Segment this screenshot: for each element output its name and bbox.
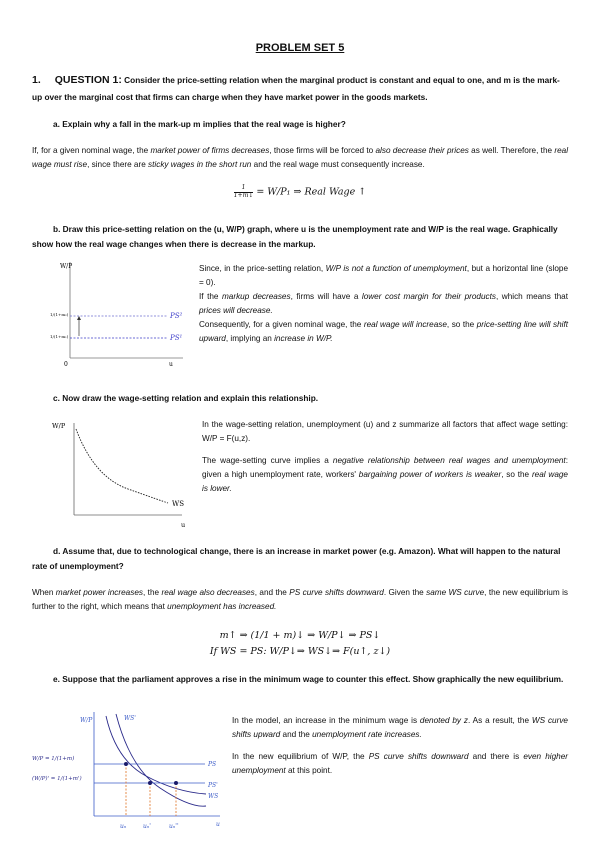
x-axis-label: u (216, 821, 220, 828)
answer-a (32, 144, 568, 172)
question-e: e. Suppose that the parliament approves a rise in the minimum wage to counter this effect. Show graphically the new equilibrium. (53, 674, 564, 684)
answer-b-text: If the (199, 291, 222, 301)
x-axis-label: u (169, 361, 173, 368)
answer-c-text: : given a high unemployment rate, workers' (202, 455, 568, 479)
answer-a-text: , since there are (87, 159, 149, 169)
answer-e-italic: even higher unemployment (232, 751, 568, 775)
answer-b-text: , but a horizontal line (slope = 0). (199, 264, 568, 287)
answer-c-text: , so the (501, 469, 532, 479)
answer-d-text: When (32, 588, 56, 597)
formula-d-2: If WS = PS: W/P↓⇒ WS↓⇒ F(u↑, z↓) (209, 646, 391, 657)
answer-b-italic: markup decreases (221, 291, 291, 301)
answer-c-italic: bargaining power of workers is weaker (358, 469, 502, 479)
ps2-label: PS² (170, 312, 183, 320)
answer-c-italic: real wage is lower. (202, 469, 568, 493)
formula-d-1: m↑ ⇒ (1/1 + m)↓ ⇒ W/P↓ ⇒ PS↓ (219, 630, 381, 641)
x-axis-label: u (181, 521, 186, 529)
answer-e-text: and there is (468, 751, 524, 761)
answer-a-italic: sticky wages in the short run (148, 159, 252, 169)
formula-denominator: 1+m↓ (233, 191, 254, 199)
answer-b-text: , so the (446, 319, 477, 329)
answer-b-italic: lower cost margin for their products (361, 291, 496, 301)
question-c: c. Now draw the wage-setting relation and explain this relationship. (53, 393, 319, 403)
y-axis-label: W/P (52, 422, 66, 430)
ps1-label: PS¹ (170, 334, 183, 342)
question-1 (32, 72, 568, 104)
answer-d-italic: PS curve shifts downward (289, 588, 384, 597)
tick-label-high: 1/(1+m₂) (50, 312, 69, 317)
answer-a-italic: real wage must rise (32, 146, 569, 169)
answer-a-text: as well. Therefore, the (468, 146, 555, 155)
equilibrium-point (174, 781, 178, 785)
answer-d-text: . Given the (383, 588, 427, 597)
answer-d (32, 586, 568, 614)
un-label: uₙ (120, 823, 127, 830)
answer-a-italic: market power of firms decreases (150, 146, 270, 155)
question-b: b. Draw this price-setting relation on the (u, W/P) graph, where u is the unemployment rate and W/P is the real wage. Graphically show how the real wage changes when there is decrease in the markup. (32, 224, 558, 249)
answer-c (202, 418, 568, 496)
answer-b-italic: real wage will increase (363, 319, 447, 329)
eq1-label: W/P = 1/(1+m) (32, 756, 75, 762)
answer-e-text: In the model, an increase in the minimum wage is (232, 716, 420, 725)
answer-b-text: , implying an (225, 333, 275, 343)
ws-label: WS (208, 793, 219, 800)
eq2-label: (W/P)' = 1/(1+m') (32, 776, 82, 782)
question-heading: QUESTION 1: (54, 74, 122, 86)
ws-curve (106, 716, 206, 794)
ws-prime-label: WS' (124, 715, 136, 722)
y-axis-label: W/P (80, 717, 93, 724)
answer-b-text: Since, in the price-setting relation, (199, 264, 326, 273)
page-title: PROBLEM SET 5 (255, 42, 345, 54)
price-setting-graph (48, 258, 188, 370)
ps-label: PS (208, 761, 217, 768)
ws-label: WS (172, 500, 184, 508)
answer-b-italic: increase in W/P. (274, 333, 333, 343)
answer-b-italic: W/P is not a function of unemployment (325, 264, 467, 273)
answer-c-text: In the wage-setting relation, unemployment (u) and z summarize all factors that affect wage setting: W/P = F(u,z). (202, 420, 568, 443)
answer-d-italic: market power increases (55, 588, 143, 597)
y-axis-label: W/P (60, 263, 73, 270)
answer-d-italic: real wage also decreases (161, 588, 255, 597)
arrow-up-icon (77, 316, 81, 320)
ws-curve (76, 429, 168, 503)
answer-e-text: and the (280, 729, 313, 739)
equilibrium-point (148, 781, 152, 785)
answer-d-italic: same WS curve (426, 588, 485, 597)
answer-a-italic: also decrease their prices (375, 146, 469, 155)
wage-setting-graph (50, 415, 195, 530)
formula-numerator: 1 (234, 185, 254, 193)
answer-b-text: Consequently, for a given nominal wage, the (199, 319, 364, 329)
answer-a-text: If, for a given nominal wage, the (32, 146, 151, 155)
answer-e-italic: denoted by z (419, 716, 468, 725)
un-double-prime-label: uₙ'' (169, 823, 179, 830)
answer-e (232, 714, 568, 778)
formula-rest: = W/P₁ ⇒ Real Wage ↑ (253, 186, 367, 198)
answer-a-text: and the real wage must consequently increase. (251, 159, 425, 169)
answer-e-text: In the new equilibrium of W/P, the (232, 751, 369, 761)
answer-b-italic: prices will decrease. (199, 305, 273, 315)
minimum-wage-graph (30, 708, 230, 833)
tick-label-low: 1/(1+m₁) (50, 334, 69, 339)
equilibrium-point (124, 762, 128, 766)
ps-prime-label: PS' (208, 782, 218, 789)
question-text: Consider the price-setting relation when the marginal product is constant and equal to one, and m is the mark-up over the marginal cost that firms can charge when they have market power in the goods markets. (32, 75, 560, 102)
answer-b (199, 262, 568, 346)
origin-label: 0 (64, 361, 68, 368)
answer-e-italic: WS curve shifts upward (232, 716, 568, 739)
answer-d-text: , the (142, 588, 162, 597)
un-prime-label: uₙ' (143, 823, 151, 830)
formula-a (0, 185, 600, 200)
question-number: 1. (32, 74, 41, 86)
answer-b-text: , which means that (496, 291, 569, 301)
answer-c-text: The wage-setting curve implies a (202, 455, 333, 465)
answer-c-italic: negative relationship between real wages and unemployment (332, 455, 566, 465)
answer-e-italic: unemployment rate increases. (312, 729, 422, 739)
answer-e-italic: PS curve shifts downward (368, 751, 469, 761)
answer-b-italic: price-setting line will shift upward (199, 319, 568, 343)
answer-b-text: , firms will have a (290, 291, 362, 301)
answer-e-text: . As a result, the (467, 716, 532, 725)
answer-d-text: , the new equilibrium is further to the right, which means that (32, 588, 568, 611)
question-d: d. Assume that, due to technological change, there is an increase in market power (e.g. Amazon). What will happen to the natural rate of unemployment? (32, 546, 561, 571)
question-a: a. Explain why a fall in the mark-up m implies that the real wage is higher? (53, 119, 346, 129)
answer-d-text: , and the (254, 588, 290, 597)
answer-a-text: , those firms will be forced to (269, 146, 376, 155)
answer-d-italic: unemployment has increased. (167, 601, 277, 611)
answer-e-text: at this point. (285, 765, 333, 775)
